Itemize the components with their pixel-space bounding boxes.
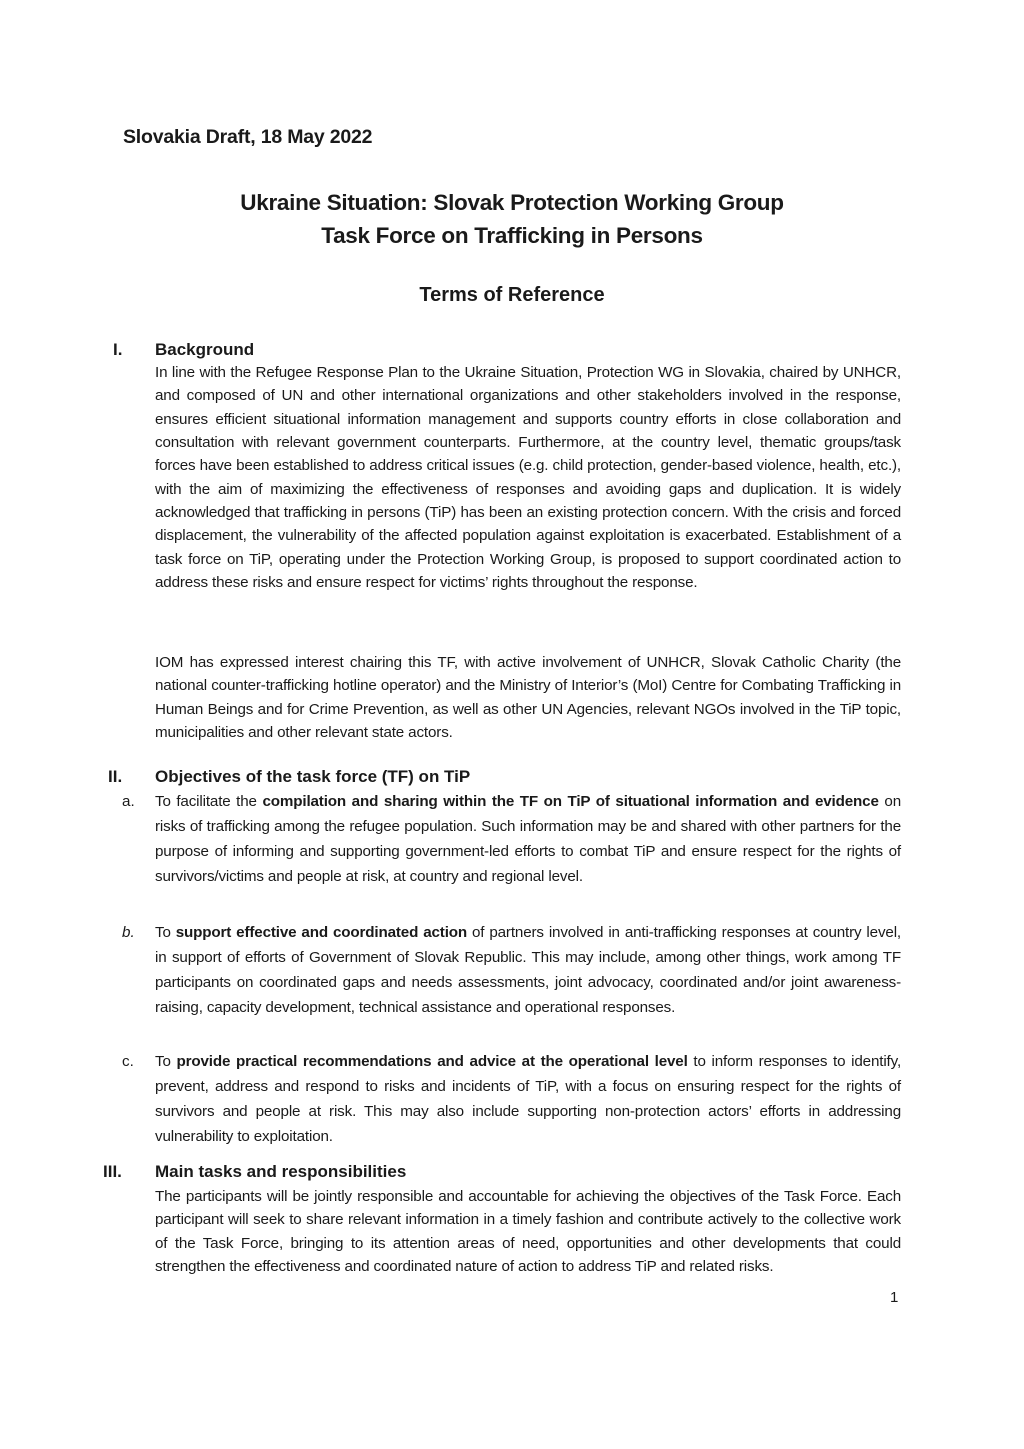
list-marker: a. bbox=[122, 793, 135, 810]
title-line-2: Task Force on Trafficking in Persons bbox=[321, 223, 703, 248]
paragraph: IOM has expressed interest chairing this TF, with active involvement of UNHCR, Slovak Catholic Charity (the national counter-trafficking hotline operator) and the Ministry of Interior’s (MoI) Centre for Combating Trafficking in Human Beings and for Crime Prevention, as well as other UN Agencies, relevant NGOs involved in the TiP topic, municipalities and other relevant state actors. bbox=[155, 654, 901, 742]
list-item-text: To provide practical recommendations and advice at the operational level to inform responses to identify, prevent, address and respond to risks and incidents of TiP, with a focus on ensuring respect for the rights of survivors and people at risk. This may also include supporting non-protection actors’ efforts in addressing vulnerability to exploitation. bbox=[155, 1053, 902, 1145]
section-heading: Objectives of the task force (TF) on TiP bbox=[155, 767, 471, 786]
list-marker: c. bbox=[122, 1053, 134, 1070]
list-item-text: To support effective and coordinated action of partners involved in anti-trafficking responses at country level, in support of efforts of Government of Slovak Republic. This may include, among other things, work among TF participants on coordinated gaps and needs assessments, joint advocacy, coordinated and/or joint awareness-raising, capacity development, technical assistance and operational responses. bbox=[155, 924, 901, 1016]
section-heading: Main tasks and responsibilities bbox=[155, 1162, 407, 1181]
document-title bbox=[0, 186, 1024, 252]
section-heading: Background bbox=[155, 340, 255, 359]
title-line-1: Ukraine Situation: Slovak Protection Working Group bbox=[240, 190, 784, 215]
page-number: 1 bbox=[890, 1289, 899, 1306]
paragraph: The participants will be jointly responsible and accountable for achieving the objectives of the Task Force. Each participant will seek to share relevant information in a timely fashion and contribute actively to the collective work of the Task Force, bringing to its attention areas of need, opportunities and other developments that could strengthen the effectiveness and coordinated nature of action to address TiP and related risks. bbox=[155, 1188, 901, 1276]
section-number: III. bbox=[103, 1162, 122, 1181]
list-item-text: To facilitate the compilation and sharing within the TF on TiP of situational information and evidence on risks of trafficking among the refugee population. Such information may be and shared with other partners for the purpose of informing and supporting government-led efforts to combat TiP and ensure respect for the rights of survivors/victims and people at risk, at country and regional level. bbox=[155, 793, 901, 885]
list-marker: b. bbox=[122, 924, 135, 941]
section-number: II. bbox=[108, 767, 123, 786]
section-number: I. bbox=[113, 340, 123, 359]
paragraph: In line with the Refugee Response Plan to the Ukraine Situation, Protection WG in Slovakia, chaired by UNHCR, and composed of UN and other international organizations and other stakeholders involved in the response, ensures efficient situational information management and supports country efforts in close collaboration and consultation with relevant government counterparts. Furthermore, at the country level, thematic groups/task forces have been established to address critical issues (e.g. child protection, gender-based violence, health, etc.), with the aim of maximizing the effectiveness of responses and avoiding gaps and duplication. It is widely acknowledged that trafficking in persons (TiP) has been an existing protection concern. With the crisis and forced displacement, the vulnerability of the affected population against exploitation is exacerbated. Establishment of a task force on TiP, operating under the Protection Working Group, is proposed to support coordinated action to address these risks and ensure respect for victims’ rights throughout the response. bbox=[155, 364, 901, 592]
draft-date: Slovakia Draft, 18 May 2022 bbox=[123, 126, 373, 148]
document-subtitle: Terms of Reference bbox=[419, 284, 605, 306]
